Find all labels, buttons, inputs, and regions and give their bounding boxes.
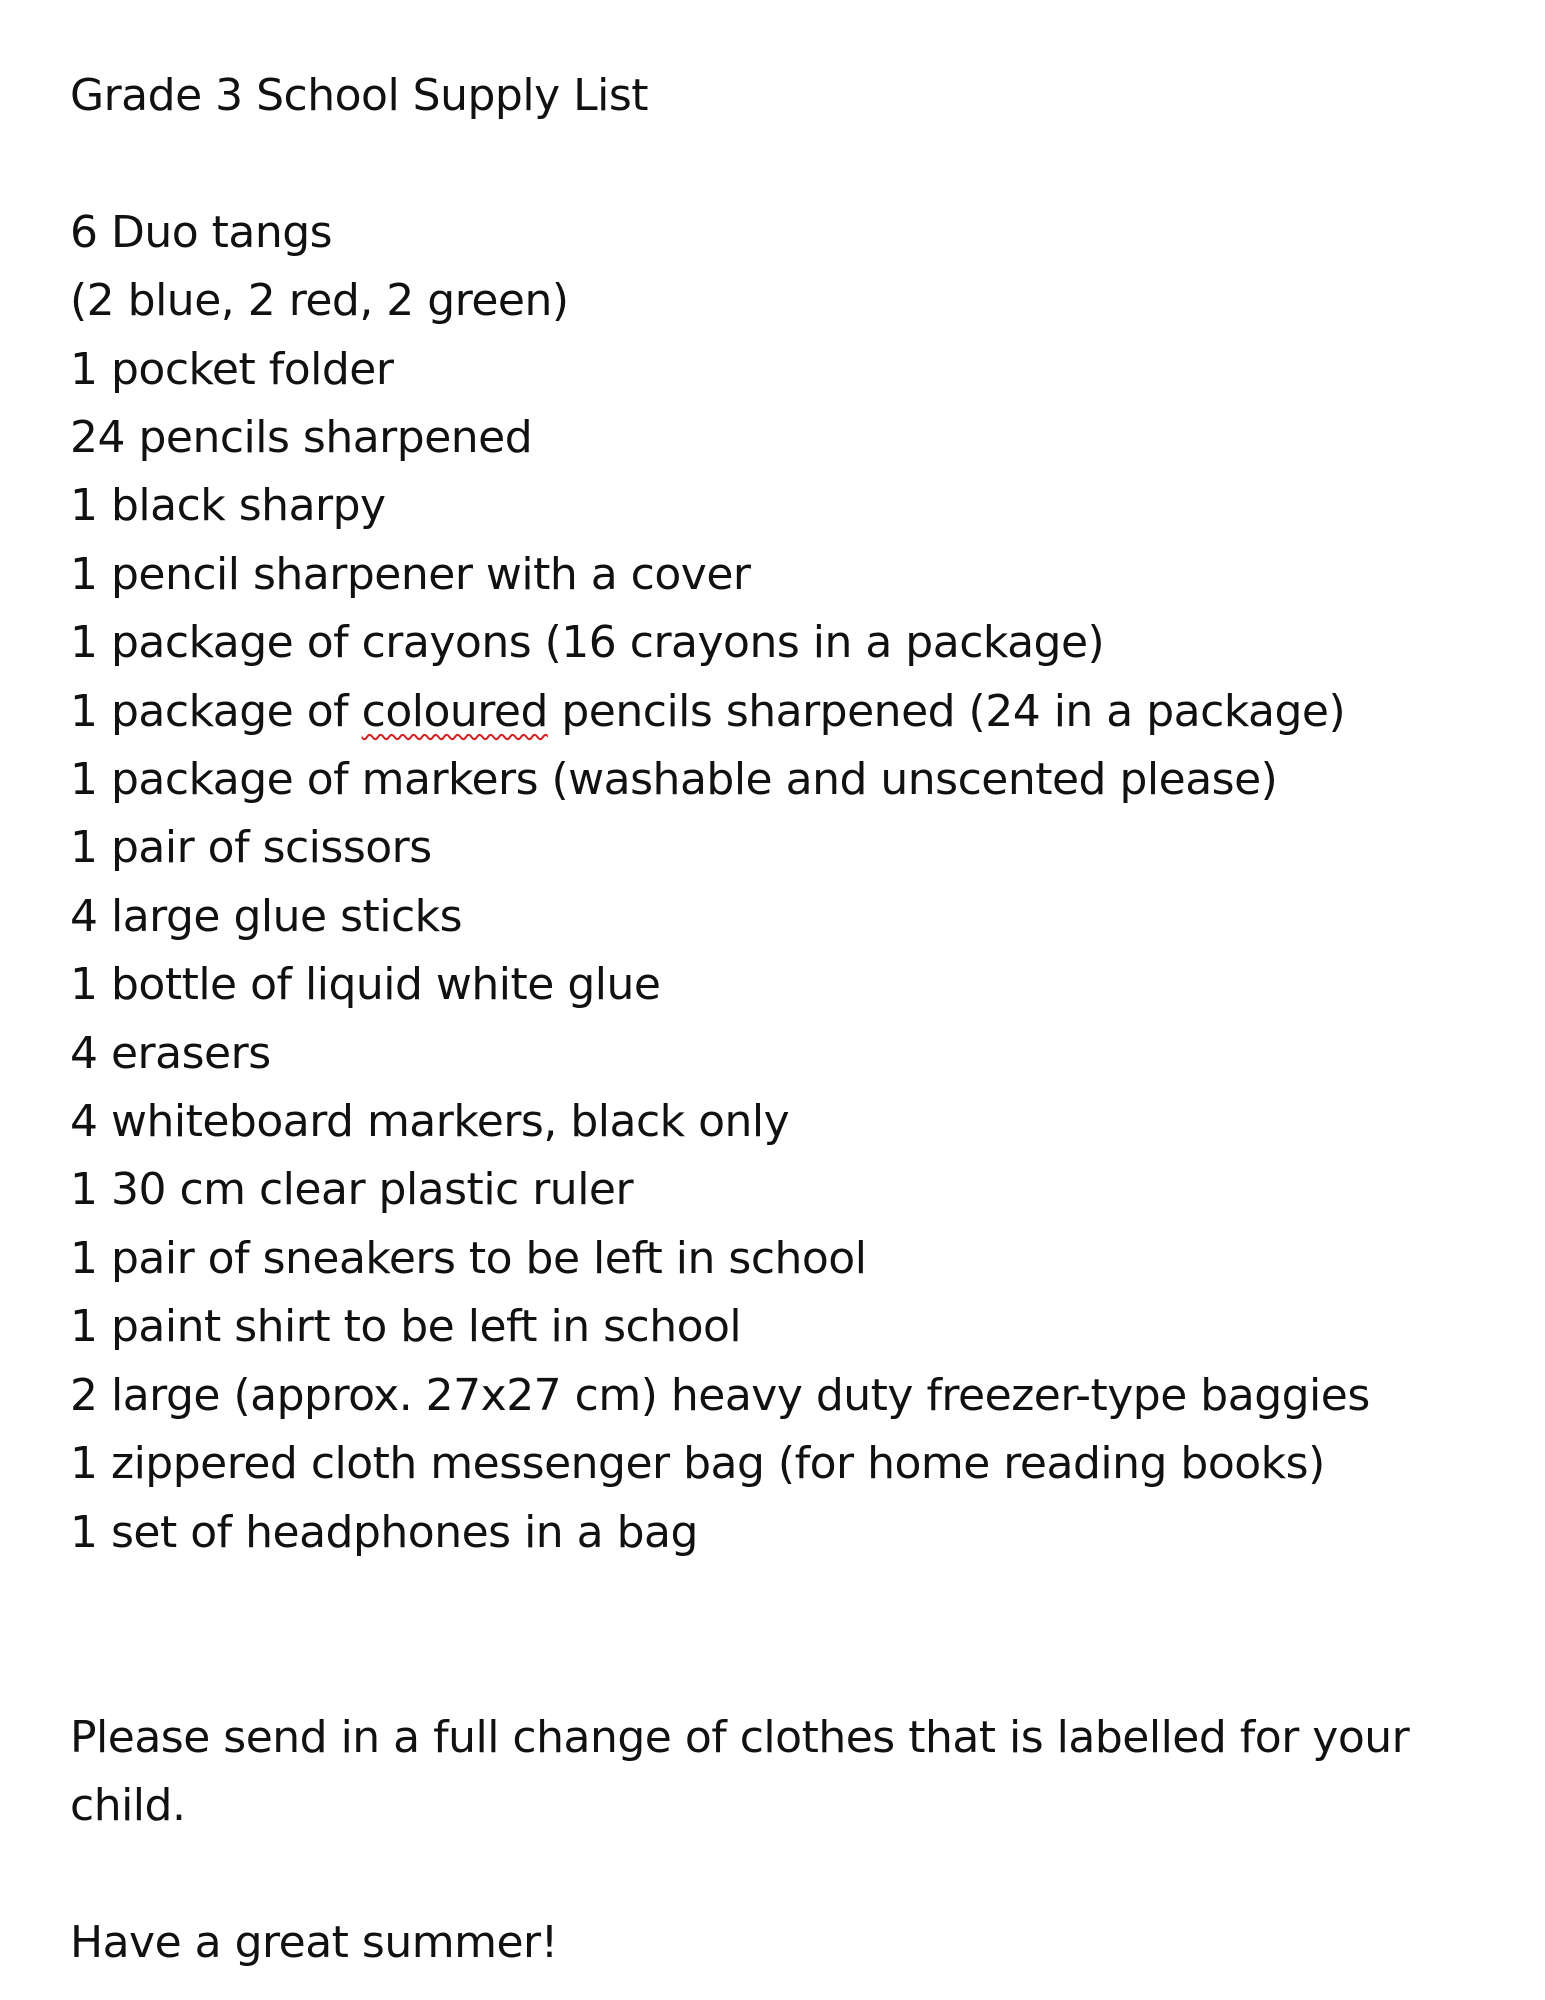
list-item: 1 paint shirt to be left in school: [70, 1301, 742, 1353]
list-item: 1 package of markers (washable and unscented please): [70, 754, 1278, 806]
supply-list: [70, 199, 1510, 1567]
list-item: [70, 678, 1510, 746]
list-item: 1 package of crayons (16 crayons in a package): [70, 617, 1105, 669]
list-item: 4 large glue sticks: [70, 890, 463, 942]
list-item: 1 zippered cloth messenger bag (for home reading books): [70, 1438, 1325, 1490]
list-item: 6 Duo tangs: [70, 206, 333, 258]
page-title: Grade 3 School Supply List: [70, 70, 649, 121]
list-item: 1 pocket folder: [70, 343, 394, 395]
list-item-text-after: pencils sharpened (24 in a package): [547, 685, 1346, 737]
list-item: 1 30 cm clear plastic ruler: [70, 1164, 634, 1216]
list-item: 1 bottle of liquid white glue: [70, 959, 661, 1011]
document-body: [70, 62, 1510, 1977]
list-item-text-before: 1 package of: [70, 685, 362, 737]
list-item: 4 whiteboard markers, black only: [70, 1096, 790, 1148]
list-item: 4 erasers: [70, 1027, 271, 1079]
list-item: 1 set of headphones in a bag: [70, 1506, 698, 1558]
blank-line: [70, 130, 1510, 198]
blank-line: [70, 1841, 1510, 1909]
list-item: 24 pencils sharpened: [70, 412, 533, 464]
clothes-note: Please send in a full change of clothes that is labelled for your child.: [70, 1711, 1410, 1832]
list-item: 1 pencil sharpener with a cover: [70, 548, 751, 600]
list-item: 2 large (approx. 27x27 cm) heavy duty freezer-type baggies: [70, 1369, 1370, 1421]
list-item: 1 black sharpy: [70, 480, 386, 532]
closing-line: Have a great summer!: [70, 1916, 558, 1968]
blank-lines: [70, 1567, 1510, 1704]
spellcheck-flagged-word[interactable]: coloured: [361, 685, 548, 737]
list-item: 1 pair of sneakers to be left in school: [70, 1232, 867, 1284]
list-item: 1 pair of scissors: [70, 822, 432, 874]
list-item: (2 blue, 2 red, 2 green): [70, 275, 569, 327]
